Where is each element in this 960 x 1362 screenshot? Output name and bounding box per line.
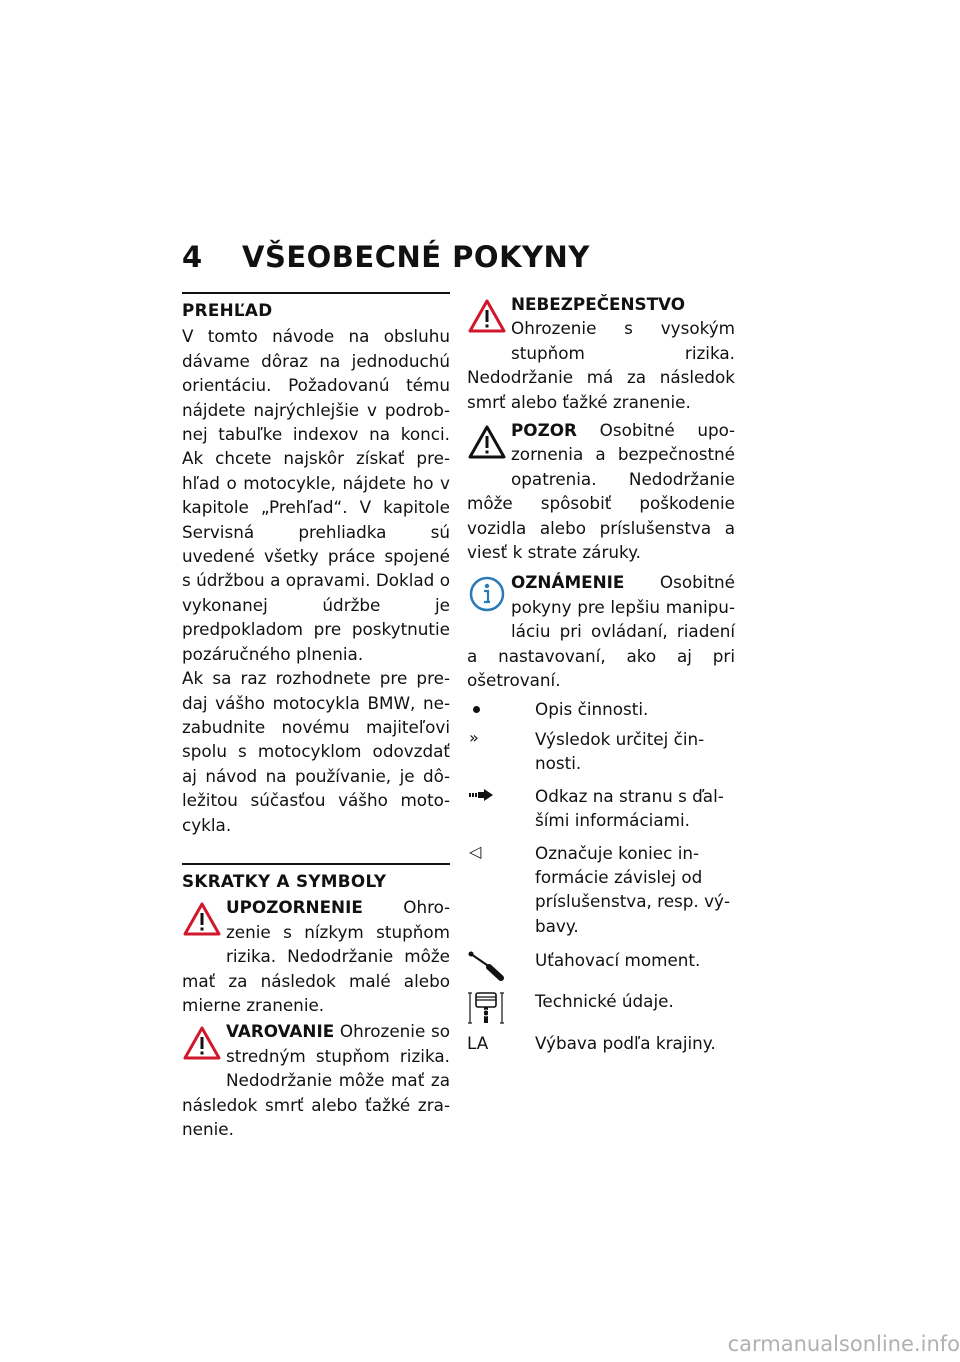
notice-label: OZNÁMENIE bbox=[511, 572, 625, 593]
right-column bbox=[467, 292, 735, 1061]
symbol-description: Opis činnosti. bbox=[535, 698, 649, 719]
page-title bbox=[182, 240, 742, 274]
warning-triangle-icon bbox=[182, 899, 226, 945]
symbol-description: Označuje koniec informácie závislej od príslušenstva, resp. výbavy. bbox=[535, 842, 731, 936]
watermark: carmanualsonline.info bbox=[727, 1332, 960, 1356]
bullet-icon bbox=[473, 706, 480, 713]
symbol-description: Uťahovací moment. bbox=[535, 950, 701, 971]
end-marker-icon: ◁ bbox=[469, 841, 482, 861]
section-divider bbox=[182, 863, 450, 865]
warning-notice bbox=[182, 1019, 450, 1141]
list-item bbox=[467, 784, 735, 833]
symbol-description: Výsledok určitej činnosti. bbox=[535, 728, 705, 774]
torque-wrench-icon bbox=[467, 948, 507, 988]
overview-paragraph-1: V tomto návode na obsluhu dávame dôraz na jednoduchú orientáciu. Požadovanú tému nájdete najrýchlejšie v podrobnej tabuľke indexov na konci. Ak chcete najskôr získať prehľad o motocykle, nájdete ho v kapitole „Prehľad“. V kapitole Servisná prehliadka sú uvedené všetky práce spojené s údržbou a opravami. Doklad o vykonanej údržbe je predpokladom pre poskytnutie pozáručného plnenia. bbox=[182, 326, 450, 664]
result-icon: » bbox=[469, 727, 479, 747]
attention-text: Osobitné upozornenia a bezpečnostné opatrenia. Nedodržanie môže spôsobiť poškodenie vozidla alebo príslušenstva a viesť k strate záruky. bbox=[467, 420, 735, 563]
country-variant-label: LA bbox=[467, 1032, 489, 1053]
page-reference-arrow-icon bbox=[467, 784, 495, 810]
overview-paragraph-2: Ak sa raz rozhodnete pre predaj vášho motocykla BMW, nezabudnite novému majiteľovi spolu s motocyklom odovzdať aj návod na používanie, je dôležitou súčasťou vášho motocykla. bbox=[182, 668, 450, 835]
list-item bbox=[467, 948, 735, 972]
section-divider bbox=[182, 292, 450, 294]
warning-text: Ohrozenie so stredným stupňom rizika. Nedodržanie môže mať za následok smrť alebo ťažké zranenie. bbox=[182, 1021, 450, 1139]
list-item bbox=[467, 989, 735, 1013]
symbol-list bbox=[467, 697, 735, 1056]
list-item bbox=[467, 841, 735, 939]
warning-triangle-icon bbox=[467, 296, 511, 342]
chapter-number: 4 bbox=[182, 240, 203, 274]
chapter-title: VŠEOBECNÉ POKYNY bbox=[242, 240, 590, 274]
left-column bbox=[182, 292, 450, 1141]
attention-label: POZOR bbox=[511, 420, 577, 441]
attention-notice bbox=[467, 418, 735, 564]
overview-heading: PREHĽAD bbox=[182, 300, 273, 320]
danger-text: Ohrozenie s vysokým stupňom rizika. Nedodržanie má za následok smrť alebo ťažké zranenie. bbox=[467, 318, 735, 412]
warning-triangle-icon bbox=[182, 1023, 226, 1069]
notice-text: Osobitné pokyny pre lepšiu manipuláciu pri ovládaní, riadení a nastavovaní, ako aj pri ošetrovaní. bbox=[467, 572, 735, 691]
symbol-description: Technické údaje. bbox=[535, 990, 674, 1011]
info-notice bbox=[467, 570, 735, 692]
list-item bbox=[467, 1031, 735, 1055]
danger-label: NEBEZPEČENSTVO bbox=[511, 294, 686, 314]
danger-notice bbox=[467, 292, 735, 414]
caution-text: Ohrozenie s nízkym stupňom rizika. Nedodržanie môže mať za následok malé alebo mierne zranenie. bbox=[182, 897, 450, 1015]
caution-notice bbox=[182, 895, 450, 1017]
symbol-description: Výbava podľa krajiny. bbox=[535, 1032, 716, 1053]
symbol-description: Odkaz na stranu s ďalšími informáciami. bbox=[535, 785, 724, 831]
warning-triangle-icon bbox=[467, 422, 511, 468]
technical-data-icon bbox=[467, 989, 507, 1035]
warning-label: VAROVANIE bbox=[226, 1021, 335, 1042]
info-icon bbox=[467, 574, 511, 620]
list-item bbox=[467, 697, 735, 721]
abbreviations-heading: SKRATKY A SYMBOLY bbox=[182, 870, 387, 891]
caution-label: UPOZORNENIE bbox=[226, 897, 363, 918]
list-item bbox=[467, 727, 735, 776]
